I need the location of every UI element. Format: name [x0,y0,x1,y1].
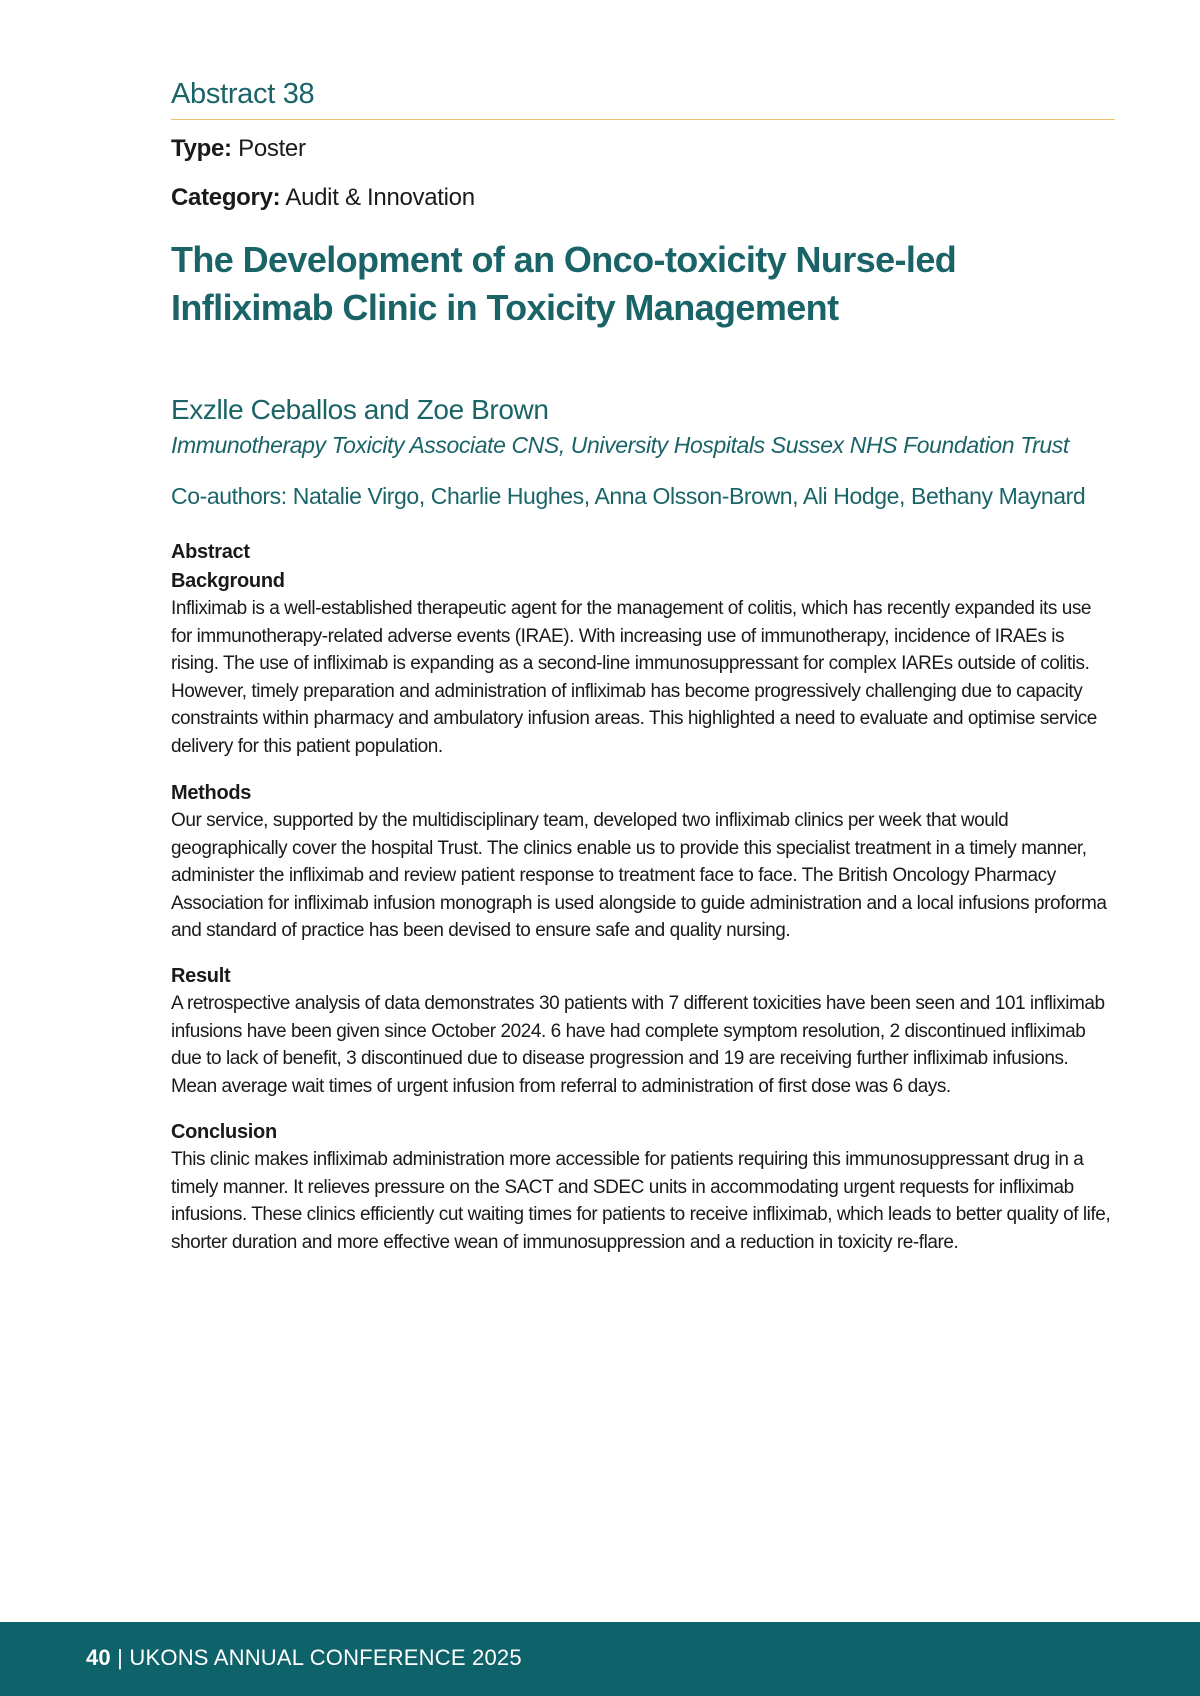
conference-name: UKONS ANNUAL CONFERENCE 2025 [129,1645,522,1670]
section-background [171,568,1115,760]
affiliation: Immunotherapy Toxicity Associate CNS, University Hospitals Sussex NHS Foundation Trust [171,432,1069,458]
category-label: Category: [171,184,281,211]
section-heading: Background [171,570,285,592]
section-heading: Methods [171,782,252,804]
authors: Exzlle Ceballos and Zoe Brown [171,394,549,425]
abstract-number: Abstract 38 [171,78,315,110]
section-body: This clinic makes infliximab administration more accessible for patients requiring this immunosuppressant drug in a timely manner. It relieves pressure on the SACT and SDEC units in accommodating urgent requests for infliximab infusions. These clinics efficiently cut waiting times for patients to receive infliximab, which leads to better quality of life, shorter duration and more effective wean of immunosuppression and a reduction in toxicity re-flare. [171,1149,1111,1253]
section-body: A retrospective analysis of data demonstrates 30 patients with 7 different toxicities have been seen and 101 infliximab infusions have been given since October 2024. 6 have had complete symptom resolution, 2 discontinued infliximab due to lack of benefit, 3 discontinued due to disease progression and 19 are receiving further infliximab infusions. Mean average wait times of urgent infusion from referral to administration of first dose was 6 days. [171,993,1105,1097]
section-body: Our service, supported by the multidisciplinary team, developed two infliximab clinics per week that would geographically cover the hospital Trust. The clinics enable us to provide this specialist treatment in a timely manner, administer the infliximab and review patient response to treatment face to face. The British Oncology Pharmacy Association for infliximab infusion monograph is used alongside to guide administration and a local infusions proforma and standard of practice has been devised to ensure safe and quality nursing. [171,810,1107,941]
category-value: Audit & Innovation [285,184,475,211]
footer-text [86,1645,522,1671]
section-methods [171,780,1115,945]
page-number: 40 [86,1645,111,1670]
section-heading: Conclusion [171,1121,277,1143]
section-body: Infliximab is a well-established therapeutic agent for the management of colitis, which has recently expanded its use for immunotherapy-related adverse events (IRAE). With increasing use of immunotherapy, incidence of IRAEs is rising. The use of infliximab is expanding as a second-line immunosuppressant for complex IAREs outside of colitis. However, timely preparation and administration of infliximab has become progressively challenging due to capacity constraints within pharmacy and ambulatory infusion areas. This highlighted a need to evaluate and optimise service delivery for this patient population. [171,598,1097,757]
type-line [171,135,306,163]
section-result [171,963,1115,1100]
section-heading: Result [171,965,231,987]
footer-separator: | [110,1645,130,1670]
page-footer [0,1622,1200,1696]
type-label: Type: [171,135,232,162]
section-conclusion [171,1119,1115,1256]
header-divider [171,119,1115,120]
type-value: Poster [238,135,306,162]
category-line [171,184,475,212]
abstract-heading: Abstract [171,541,250,563]
abstract-title: The Development of an Onco-toxicity Nurse-led Infliximab Clinic in Toxicity Management [171,239,957,328]
coauthors: Co-authors: Natalie Virgo, Charlie Hughes, Anna Olsson-Brown, Ali Hodge, Bethany Maynard [171,483,1086,509]
